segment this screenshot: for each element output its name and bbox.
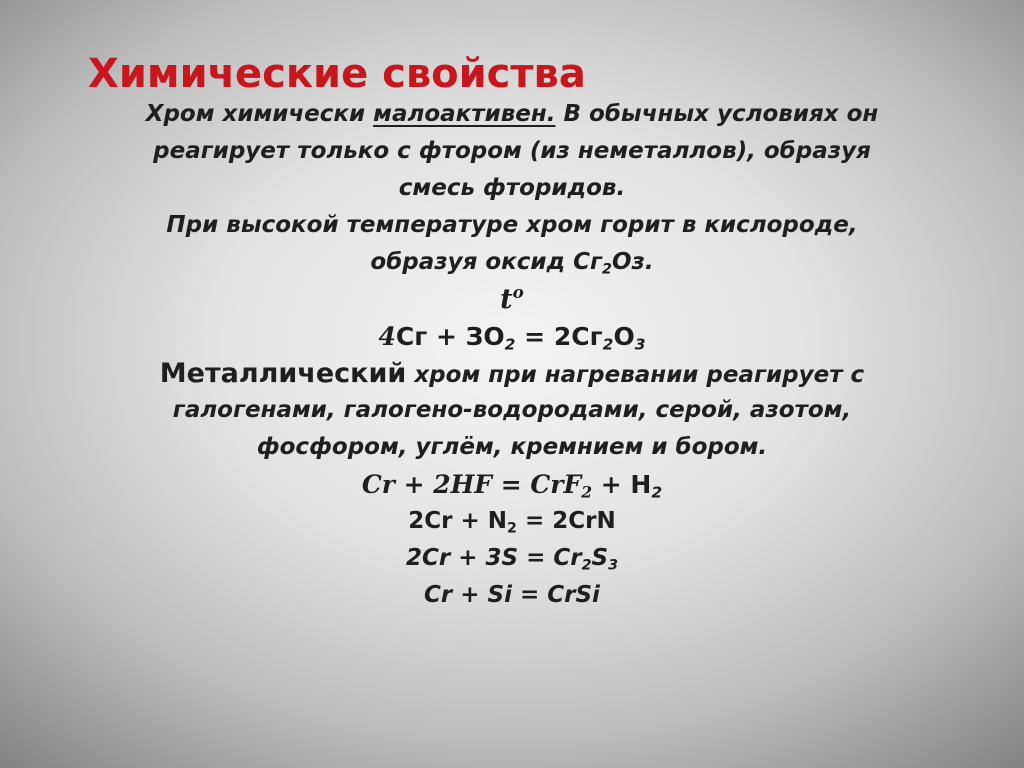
degree-superscript: o bbox=[512, 281, 524, 302]
para3-line2: галогенами, галогено-водородами, серой, азотом, bbox=[172, 397, 852, 423]
equation-3 bbox=[40, 503, 984, 540]
subscript: 2 bbox=[602, 261, 612, 278]
temperature-symbol: t bbox=[500, 284, 513, 315]
subscript: 3 bbox=[634, 335, 646, 354]
para1-line1 bbox=[40, 96, 984, 133]
text-span: Сг + ЗО bbox=[395, 322, 505, 351]
para2-line2 bbox=[40, 244, 984, 281]
text-span: образуя оксид Сг bbox=[370, 249, 603, 275]
text-span: Оз. bbox=[611, 249, 654, 275]
text-span: хром при нагревании реагирует с bbox=[406, 362, 865, 388]
text-span: Cr + Si = CrSi bbox=[424, 582, 600, 608]
slide-title: Химические свойства bbox=[88, 51, 586, 97]
text-span: Хром химически bbox=[145, 101, 374, 127]
coefficient: 4 bbox=[378, 322, 396, 351]
equation-2 bbox=[40, 466, 984, 503]
subscript: 2 bbox=[602, 335, 614, 354]
text-span: Cr + 2HF = CrF bbox=[361, 470, 582, 499]
underlined-term: малоактивен. bbox=[373, 101, 556, 127]
text-span: + bbox=[592, 470, 631, 499]
equation-5 bbox=[40, 577, 984, 614]
text-span: = 2Сг bbox=[515, 322, 603, 351]
subscript: 2 bbox=[507, 520, 517, 537]
text-span: 2Cr + N bbox=[408, 508, 508, 534]
slide-content bbox=[40, 96, 984, 614]
text-span: 2Cr + 3S = Cr bbox=[405, 545, 582, 571]
subscript: 2 bbox=[581, 557, 592, 574]
para3-line1 bbox=[40, 355, 984, 392]
emphasized-term: Металлический bbox=[159, 358, 407, 389]
temperature-mark bbox=[40, 281, 984, 318]
text-span: = 2CrN bbox=[516, 508, 616, 534]
equation-1 bbox=[40, 318, 984, 355]
para2-line1: При высокой температуре хром горит в кислороде, bbox=[166, 212, 858, 238]
para3-line3: фосфором, углём, кремнием и бором. bbox=[256, 434, 768, 460]
para1-line3: смесь фторидов. bbox=[398, 175, 626, 201]
para1-line2: реагирует только с фтором (из неметаллов), образуя bbox=[153, 138, 871, 164]
text-span: S bbox=[591, 545, 609, 571]
subscript: 2 bbox=[504, 335, 516, 354]
text-span: H bbox=[630, 470, 652, 499]
equation-4 bbox=[40, 540, 984, 577]
subscript: 3 bbox=[608, 557, 618, 574]
text-span: O bbox=[613, 322, 635, 351]
subscript: 2 bbox=[651, 483, 663, 502]
subscript: 2 bbox=[581, 482, 593, 502]
text-span: В обычных условиях он bbox=[555, 101, 879, 127]
